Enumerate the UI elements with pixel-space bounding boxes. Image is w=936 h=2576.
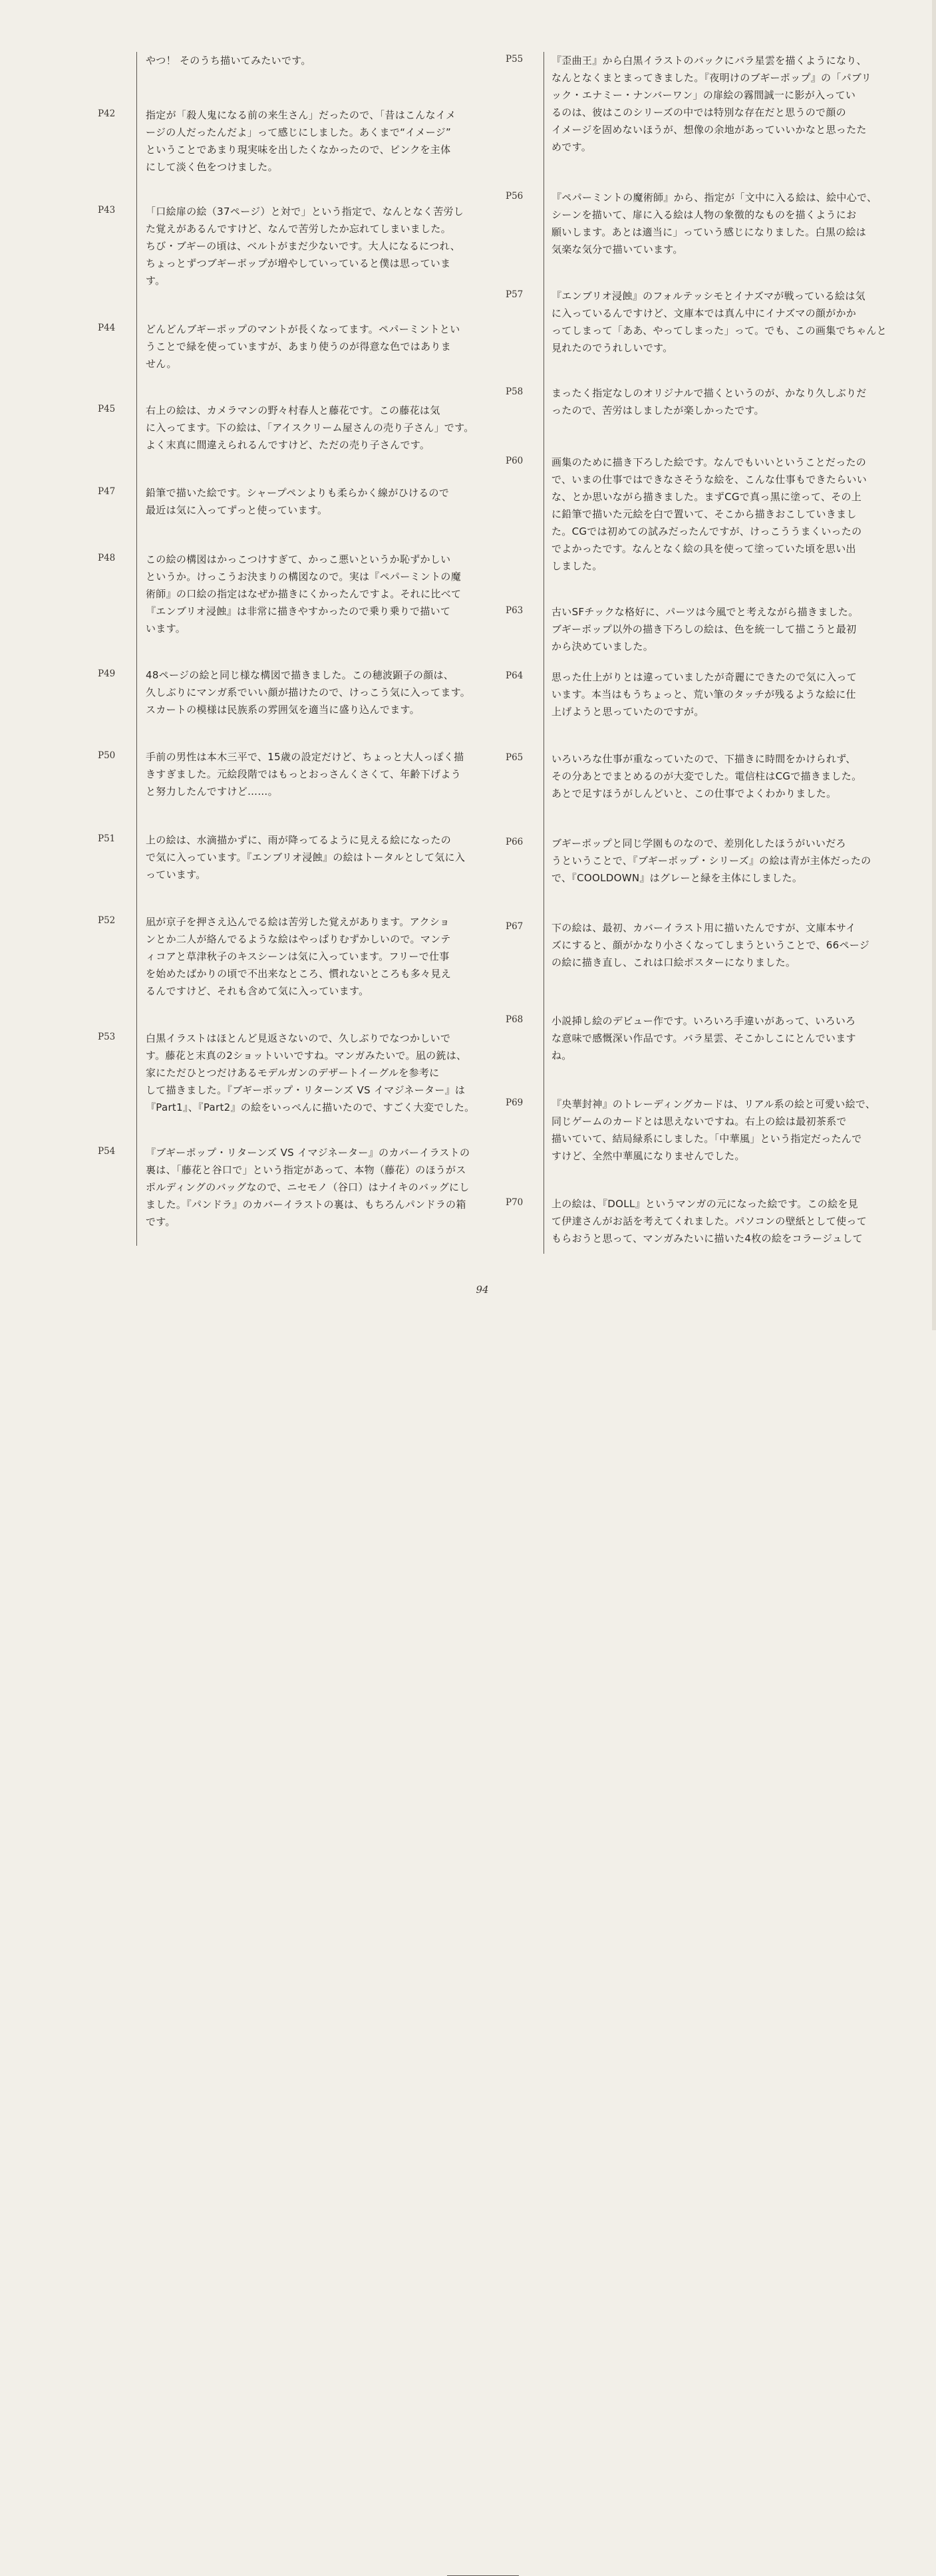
- text-line: でよかったです。なんとなく絵の具を使って塗っていた頃を思い出: [551, 543, 856, 555]
- text-line: を始めたばかりの頃で不出来なところ、慣れないところも多々見え: [146, 968, 452, 980]
- commentary-text: [551, 1195, 914, 1247]
- text-line: 『歪曲王』から白黒イラストのバックにバラ星雲を描くようになり、: [551, 55, 867, 67]
- page-reference-label: P54: [98, 1146, 116, 1157]
- text-line: 古いSFチックな格好に、パーツは今風でと考えながら描きました。: [551, 606, 859, 618]
- page-reference-label: P50: [98, 750, 116, 761]
- commentary-text: [146, 831, 472, 883]
- page-footer: [0, 1277, 936, 1317]
- page-reference-label: P53: [98, 1032, 116, 1042]
- text-line: 気楽な気分で描いています。: [551, 243, 683, 255]
- page-reference-label: P57: [506, 289, 524, 300]
- text-line: ちょっとずつブギーポップが増やしていっていると僕は思っていま: [146, 257, 451, 269]
- text-line: しました。: [551, 560, 603, 572]
- text-line: 家にただひとつだけあるモデルガンのデザートイーグルを参考に: [146, 1067, 440, 1079]
- text-line: イメージを固めないほうが、想像の余地があっていいかなと思ったた: [551, 124, 867, 136]
- page-reference-label: P60: [506, 456, 524, 466]
- text-line: 右上の絵は、カメラマンの野々村春人と藤花です。この藤花は気: [146, 404, 440, 416]
- text-line: ブギーポップ以外の描き下ろしの絵は、色を統一して描こうと最初: [551, 623, 857, 635]
- page-reference-label: P68: [506, 1014, 524, 1025]
- commentary-text: [146, 1144, 472, 1230]
- text-line: ブギーポップと同じ学園ものなので、差別化したほうがいいだろ: [551, 837, 846, 849]
- text-line: すけど、全然中華風になりませんでした。: [551, 1150, 745, 1162]
- text-line: ィコアと草津秋子のキスシーンは気に入っています。フリーで仕事: [146, 950, 450, 962]
- text-line: やつ！ そのうち描いてみたいです。: [146, 55, 311, 67]
- text-line: スカートの模様は民族系の雰囲気を適当に盛り込んでます。: [146, 704, 420, 716]
- commentary-text: [146, 321, 472, 372]
- text-line: 『Part1』、『Part2』の絵をいっぺんに描いたので、すごく大変でした。: [146, 1101, 475, 1113]
- text-line: と努力したんですけど……。: [146, 786, 278, 797]
- text-line: 画集のために描き下ろした絵です。なんでもいいということだったの: [551, 456, 867, 468]
- commentary-text: [146, 551, 472, 637]
- text-line: 『ペパーミントの魔術師』から、指定が「文中に入る絵は、絵中心で、: [551, 192, 877, 204]
- page-reference-label: P63: [506, 605, 524, 616]
- page-reference-label: P49: [98, 668, 116, 679]
- page-reference-label: P70: [506, 1197, 524, 1208]
- text-line: で、『COOLDOWN』はグレーと緑を主体にしました。: [551, 872, 803, 884]
- text-line: ズにすると、顔がかなり小さくなってしまうということで、66ページ: [551, 939, 870, 951]
- commentary-text: [551, 668, 914, 720]
- text-line: ました。『パンドラ』のカバーイラストの裏は、もちろんパンドラの箱: [146, 1199, 466, 1211]
- text-line: す。: [146, 275, 166, 287]
- text-line: きすぎました。元絵段階ではもっとおっさんくさくて、年齢下げよう: [146, 768, 462, 780]
- text-line: 白黒イラストはほとんど見返さないので、久しぶりでなつかしいで: [146, 1032, 451, 1044]
- left-column: [0, 0, 492, 1330]
- text-line: 裏は、「藤花と谷口で」という指定があって、本物（藤花）のほうがス: [146, 1164, 466, 1176]
- text-line: この絵の構図はかっこつけすぎて、かっこ悪いというか恥ずかしい: [146, 553, 451, 565]
- text-line: 『エンブリオ浸蝕』のフォルテッシモとイナズマが戦っている絵は気: [551, 290, 865, 302]
- commentary-text: [551, 750, 914, 802]
- text-line: 指定が「殺人鬼になる前の来生さん」だったので、「昔はこんなイメ: [146, 109, 456, 121]
- text-line: な、とか思いながら描きました。まずCGで真っ黒に塗って、その上: [551, 491, 862, 503]
- text-line: います。: [146, 623, 186, 635]
- text-line: 思った仕上がりとは違っていましたが奇麗にできたので気に入って: [551, 671, 858, 683]
- commentary-text: [146, 484, 472, 519]
- text-line: 願いします。あとは適当に」っていう感じになりました。白黒の絵は: [551, 226, 867, 238]
- page-reference-label: P45: [98, 404, 116, 414]
- text-line: す。藤花と末真の2ショットいいですね。マンガみたいで。凪の銃は、: [146, 1050, 467, 1062]
- text-line: なんとなくまとまってきました。『夜明けのブギーポップ』の「パブリ: [551, 72, 871, 84]
- text-line: で気に入っています。『エンブリオ浸蝕』の絵はトータルとして気に入: [146, 851, 466, 863]
- text-line: 上の絵は、水滴描かずに、雨が降ってるように見える絵になったの: [146, 834, 452, 846]
- commentary-text: [146, 913, 472, 1000]
- commentary-text: [551, 1095, 914, 1165]
- text-line: というか。けっこうお決まりの構図なので。実は『ペパーミントの魔: [146, 571, 462, 583]
- text-line: 48ページの絵と同じ様な構図で描きました。この穂波顕子の顔は、: [146, 669, 454, 681]
- page-reference-label: P51: [98, 833, 116, 844]
- text-line: 術師』の口絵の指定はなぜか描きにくかったんですよ。それに比べて: [146, 588, 462, 600]
- text-line: に入っているんですけど、文庫本では真ん中にイナズマの顔がかか: [551, 307, 857, 319]
- text-line: 小説挿し絵のデビュー作です。いろいろ手違いがあって、いろいろ: [551, 1015, 856, 1027]
- text-line: た。CGでは初めての試みだったんですが、けっこううまくいったの: [551, 525, 862, 537]
- commentary-text: [551, 189, 914, 258]
- page-reference-label: P69: [506, 1097, 524, 1108]
- text-line: います。本当はもうちょっと、荒い筆のタッチが残るような絵に仕: [551, 688, 856, 700]
- page-reference-label: P55: [506, 54, 524, 65]
- commentary-text: [146, 52, 472, 69]
- text-line: て伊達さんがお話を考えてくれました。パソコンの壁紙として使って: [551, 1215, 867, 1227]
- text-line: 見れたのでうれしいです。: [551, 342, 673, 354]
- text-line: で、いまの仕事ではできなさそうな絵を、こんな仕事もできたらいい: [551, 474, 867, 486]
- text-line: 上の絵は、『DOLL』というマンガの元になった絵です。この絵を見: [551, 1198, 858, 1210]
- text-line: ちび・ブギーの頃は、ベルトがまだ少ないです。大人になるにつれ、: [146, 240, 461, 252]
- text-line: ということであまり現実味を出したくなかったので、ピンクを主体: [146, 144, 451, 156]
- commentary-text: [146, 106, 472, 176]
- text-line: まったく指定なしのオリジナルで描くというのが、かなり久しぶりだ: [551, 387, 867, 399]
- text-line: っています。: [146, 869, 206, 881]
- page-reference-label: P58: [506, 386, 524, 397]
- text-line: あとで足すほうがしんどいと、この仕事でよくわかりました。: [551, 787, 837, 799]
- page-reference-label: P47: [98, 486, 116, 497]
- text-line: ック・エナミー・ナンバーワン」の扉絵の霧間誠一に影が入ってい: [551, 89, 856, 101]
- text-line: シーンを描いて、扉に入る絵は人物の象徴的なものを描くようにお: [551, 209, 857, 221]
- commentary-text: [146, 203, 472, 289]
- text-line: るのは、彼はこのシリーズの中では特別な存在だと思うので顔の: [551, 106, 846, 118]
- text-line: どんどんブギーポップのマントが長くなってます。ペパーミントとい: [146, 323, 460, 335]
- text-line: うことで緑を使っていますが、あまり使うのが得意な色ではありま: [146, 341, 452, 353]
- page-reference-label: P43: [98, 205, 116, 215]
- commentary-text: [146, 402, 472, 454]
- text-line: です。: [146, 1216, 176, 1228]
- page-reference-label: P67: [506, 921, 524, 932]
- page-reference-label: P44: [98, 323, 116, 333]
- text-line: 下の絵は、最初、カバーイラスト用に描いたんですが、文庫本サイ: [551, 922, 856, 934]
- page-reference-label: P65: [506, 752, 524, 763]
- text-line: めです。: [551, 141, 592, 153]
- text-line: 久しぶりにマンガ系でいい顔が描けたので、けっこう気に入ってます。: [146, 686, 471, 698]
- text-line: いろいろな仕事が重なっていたので、下描きに時間をかけられず、: [551, 753, 856, 765]
- commentary-text: [551, 454, 914, 575]
- page-reference-label: P52: [98, 915, 116, 926]
- commentary-text: [551, 919, 914, 971]
- text-line: にして淡く色をつけました。: [146, 161, 278, 173]
- commentary-text: [551, 835, 914, 887]
- text-line: ージの人だったんだよ」って感じにしました。あくまで“イメージ”: [146, 126, 452, 138]
- commentary-text: [146, 1030, 475, 1116]
- text-line: な意味で感慨深い作品です。バラ星雲、そこかしこにとんでいます: [551, 1032, 856, 1044]
- text-line: 最近は気に入ってずっと使っています。: [146, 504, 328, 516]
- text-line: うということで、『ブギーポップ・シリーズ』の絵は青が主体だったの: [551, 855, 871, 867]
- text-line: の絵に描き直し、これは口絵ポスターになりました。: [551, 956, 796, 968]
- text-line: た覚えがあるんですけど、なんで苦労したか忘れてしまいました。: [146, 223, 452, 235]
- text-line: 上げようと思っていたのですが。: [551, 706, 704, 718]
- text-line: もらおうと思って、マンガみたいに描いた4枚の絵をコラージュして: [551, 1232, 863, 1244]
- page-reference-label: P56: [506, 191, 524, 202]
- text-line: ンとか二人が絡んでるような絵はやっぱりむずかしいので。マンテ: [146, 933, 451, 945]
- text-line: せん。: [146, 358, 177, 370]
- page-reference-label: P64: [506, 670, 524, 681]
- commentary-text: [146, 666, 472, 718]
- commentary-text: [551, 384, 914, 419]
- left-column-rule: [136, 52, 137, 1246]
- commentary-text: [551, 1012, 914, 1064]
- page-reference-label: P48: [98, 553, 116, 563]
- text-line: その分あとでまとめるのが大変でした。電信柱はCGで描きました。: [551, 770, 862, 782]
- text-line: 同じゲームのカードとは思えないですね。右上の絵は最初茶系で: [551, 1115, 847, 1127]
- text-line: 『央華封神』のトレーディングカードは、リアル系の絵と可愛い絵で、: [551, 1098, 876, 1110]
- text-line: して描きました。『ブギーポップ・リターンズ VS イマジネーター』は: [146, 1084, 466, 1096]
- text-line: ってしまって「ああ、やってしまった」って。でも、この画集でちゃんと: [551, 325, 887, 337]
- commentary-text: [551, 52, 914, 156]
- text-line: 凪が京子を押さえ込んでる絵は苦労した覚えがあります。アクショ: [146, 916, 450, 928]
- text-line: ポルディングのバッグなので、ニセモノ（谷口）はナイキのバッグにし: [146, 1181, 470, 1193]
- text-line: 「口絵扉の絵（37ページ）と対で」という指定で、なんとなく苦労し: [146, 206, 464, 217]
- text-line: に鉛筆で描いた元絵を白で置いて、そこから描きおこしていきまし: [551, 508, 857, 520]
- right-column: [492, 0, 936, 1330]
- text-line: るんですけど、それも含めて気に入っています。: [146, 985, 369, 997]
- commentary-text: [146, 748, 472, 800]
- page-reference-label: P66: [506, 837, 524, 847]
- text-line: 『ブギーポップ・リターンズ VS イマジネーター』のカバーイラストの: [146, 1147, 470, 1159]
- commentary-text: [551, 603, 914, 655]
- commentary-text: [551, 287, 914, 357]
- text-line: ね。: [551, 1050, 572, 1062]
- text-line: ったので、苦労はしましたが楽しかったです。: [551, 404, 764, 416]
- text-line: 『エンブリオ浸蝕』は非常に描きやすかったので乗り乗りで描いて: [146, 605, 451, 617]
- text-line: 描いていて、結局緑系にしました。「中華風」という指定だったんで: [551, 1133, 862, 1145]
- page-reference-label: P42: [98, 108, 116, 119]
- text-line: に入ってます。下の絵は、「アイスクリーム屋さんの売り子さん」です。: [146, 422, 474, 434]
- text-line: から決めていました。: [551, 641, 654, 652]
- text-line: よく末真に間違えられるんですけど、ただの売り子さんです。: [146, 439, 430, 451]
- page-number: 94: [476, 1284, 489, 1296]
- text-line: 手前の男性は本木三平で、15歳の設定だけど、ちょっと大人っぽく描: [146, 751, 464, 763]
- text-line: 鉛筆で描いた絵です。シャープペンよりも柔らかく線がひけるので: [146, 487, 450, 499]
